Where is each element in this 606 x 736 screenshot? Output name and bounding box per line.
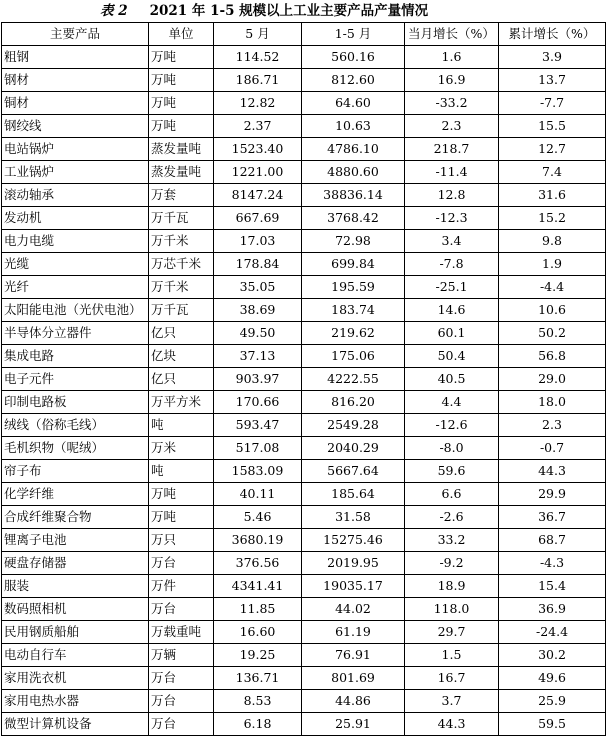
table-row <box>2 483 606 506</box>
jan-may-value: 3768.42 <box>302 207 405 230</box>
table-row <box>2 299 606 322</box>
cumulative-growth: 12.7 <box>499 138 606 161</box>
unit: 万芯千米 <box>149 253 214 276</box>
monthly-growth: 12.8 <box>405 184 499 207</box>
may-value: 517.08 <box>214 437 302 460</box>
product-name: 绒线（俗称毛线） <box>2 414 149 437</box>
monthly-growth: 1.6 <box>405 46 499 69</box>
may-value: 170.66 <box>214 391 302 414</box>
monthly-growth: 16.9 <box>405 69 499 92</box>
cumulative-growth: -4.4 <box>499 276 606 299</box>
may-value: 2.37 <box>214 115 302 138</box>
jan-may-value: 19035.17 <box>302 575 405 598</box>
may-value: 667.69 <box>214 207 302 230</box>
monthly-growth: 18.9 <box>405 575 499 598</box>
jan-may-value: 64.60 <box>302 92 405 115</box>
may-value: 40.11 <box>214 483 302 506</box>
monthly-growth: 44.3 <box>405 713 499 736</box>
cumulative-growth: 50.2 <box>499 322 606 345</box>
jan-may-value: 2549.28 <box>302 414 405 437</box>
cumulative-growth: 29.9 <box>499 483 606 506</box>
jan-may-value: 219.62 <box>302 322 405 345</box>
unit: 万吨 <box>149 506 214 529</box>
cumulative-growth: 15.4 <box>499 575 606 598</box>
jan-may-value: 801.69 <box>302 667 405 690</box>
may-value: 114.52 <box>214 46 302 69</box>
product-name: 滚动轴承 <box>2 184 149 207</box>
product-name: 太阳能电池（光伏电池） <box>2 299 149 322</box>
table-row <box>2 115 606 138</box>
product-name: 毛机织物（呢绒） <box>2 437 149 460</box>
monthly-growth: -11.4 <box>405 161 499 184</box>
may-value: 593.47 <box>214 414 302 437</box>
jan-may-value: 25.91 <box>302 713 405 736</box>
cumulative-growth: 10.6 <box>499 299 606 322</box>
cumulative-growth: 13.7 <box>499 69 606 92</box>
cumulative-growth: 7.4 <box>499 161 606 184</box>
cumulative-growth: 29.0 <box>499 368 606 391</box>
table-row <box>2 69 606 92</box>
jan-may-value: 812.60 <box>302 69 405 92</box>
cumulative-growth: 2.3 <box>499 414 606 437</box>
table-row <box>2 506 606 529</box>
table-row <box>2 529 606 552</box>
table-row <box>2 621 606 644</box>
product-name: 发动机 <box>2 207 149 230</box>
cumulative-growth: 15.2 <box>499 207 606 230</box>
unit: 亿只 <box>149 368 214 391</box>
monthly-growth: 60.1 <box>405 322 499 345</box>
unit: 万套 <box>149 184 214 207</box>
may-value: 1221.00 <box>214 161 302 184</box>
product-name: 钢绞线 <box>2 115 149 138</box>
monthly-growth: 3.7 <box>405 690 499 713</box>
may-value: 186.71 <box>214 69 302 92</box>
may-value: 376.56 <box>214 552 302 575</box>
product-name: 帘子布 <box>2 460 149 483</box>
unit: 吨 <box>149 414 214 437</box>
header-cumulative-growth: 累计增长（%） <box>499 23 606 46</box>
table-title: 2021 年 1-5 规模以上工业主要产品产量情况 <box>149 3 429 19</box>
table-row <box>2 552 606 575</box>
table-row <box>2 322 606 345</box>
table-row <box>2 460 606 483</box>
monthly-growth: -7.8 <box>405 253 499 276</box>
table-row <box>2 161 606 184</box>
unit: 亿只 <box>149 322 214 345</box>
product-name: 家用电热水器 <box>2 690 149 713</box>
monthly-growth: -12.3 <box>405 207 499 230</box>
header-unit: 单位 <box>149 23 214 46</box>
unit: 万台 <box>149 552 214 575</box>
product-name: 锂离子电池 <box>2 529 149 552</box>
cumulative-growth: 31.6 <box>499 184 606 207</box>
unit: 亿块 <box>149 345 214 368</box>
jan-may-value: 4786.10 <box>302 138 405 161</box>
unit: 万吨 <box>149 69 214 92</box>
product-name: 工业锅炉 <box>2 161 149 184</box>
cumulative-growth: -24.4 <box>499 621 606 644</box>
product-name: 粗钢 <box>2 46 149 69</box>
table-row <box>2 437 606 460</box>
may-value: 3680.19 <box>214 529 302 552</box>
jan-may-value: 72.98 <box>302 230 405 253</box>
jan-may-value: 560.16 <box>302 46 405 69</box>
may-value: 17.03 <box>214 230 302 253</box>
may-value: 16.60 <box>214 621 302 644</box>
product-name: 合成纤维聚合物 <box>2 506 149 529</box>
table-row <box>2 230 606 253</box>
header-monthly-growth: 当月增长（%） <box>405 23 499 46</box>
jan-may-value: 183.74 <box>302 299 405 322</box>
monthly-growth: -12.6 <box>405 414 499 437</box>
unit: 吨 <box>149 460 214 483</box>
may-value: 136.71 <box>214 667 302 690</box>
monthly-growth: 3.4 <box>405 230 499 253</box>
jan-may-value: 15275.46 <box>302 529 405 552</box>
jan-may-value: 175.06 <box>302 345 405 368</box>
unit: 万千米 <box>149 230 214 253</box>
monthly-growth: 33.2 <box>405 529 499 552</box>
jan-may-value: 2040.29 <box>302 437 405 460</box>
table-row <box>2 644 606 667</box>
unit: 万吨 <box>149 92 214 115</box>
monthly-growth: -33.2 <box>405 92 499 115</box>
monthly-growth: 218.7 <box>405 138 499 161</box>
table-row <box>2 598 606 621</box>
monthly-growth: -9.2 <box>405 552 499 575</box>
product-name: 光纤 <box>2 276 149 299</box>
jan-may-value: 195.59 <box>302 276 405 299</box>
unit: 万台 <box>149 690 214 713</box>
jan-may-value: 44.02 <box>302 598 405 621</box>
product-name: 集成电路 <box>2 345 149 368</box>
monthly-growth: 14.6 <box>405 299 499 322</box>
monthly-growth: 29.7 <box>405 621 499 644</box>
jan-may-value: 4880.60 <box>302 161 405 184</box>
cumulative-growth: 36.7 <box>499 506 606 529</box>
may-value: 38.69 <box>214 299 302 322</box>
may-value: 1583.09 <box>214 460 302 483</box>
jan-may-value: 38836.14 <box>302 184 405 207</box>
jan-may-value: 185.64 <box>302 483 405 506</box>
table-row <box>2 184 606 207</box>
unit: 万平方米 <box>149 391 214 414</box>
header-jan-may: 1-5 月 <box>302 23 405 46</box>
product-name: 电动自行车 <box>2 644 149 667</box>
jan-may-value: 61.19 <box>302 621 405 644</box>
table-row <box>2 276 606 299</box>
unit: 蒸发量吨 <box>149 161 214 184</box>
cumulative-growth: 3.9 <box>499 46 606 69</box>
product-name: 光缆 <box>2 253 149 276</box>
may-value: 8.53 <box>214 690 302 713</box>
jan-may-value: 699.84 <box>302 253 405 276</box>
may-value: 12.82 <box>214 92 302 115</box>
may-value: 178.84 <box>214 253 302 276</box>
monthly-growth: -2.6 <box>405 506 499 529</box>
unit: 万吨 <box>149 483 214 506</box>
unit: 万千瓦 <box>149 207 214 230</box>
jan-may-value: 31.58 <box>302 506 405 529</box>
jan-may-value: 4222.55 <box>302 368 405 391</box>
cumulative-growth: 49.6 <box>499 667 606 690</box>
jan-may-value: 2019.95 <box>302 552 405 575</box>
cumulative-growth: 9.8 <box>499 230 606 253</box>
unit: 蒸发量吨 <box>149 138 214 161</box>
monthly-growth: 50.4 <box>405 345 499 368</box>
product-name: 服装 <box>2 575 149 598</box>
table-row <box>2 391 606 414</box>
cumulative-growth: 30.2 <box>499 644 606 667</box>
may-value: 8147.24 <box>214 184 302 207</box>
table-row <box>2 368 606 391</box>
product-name: 家用洗衣机 <box>2 667 149 690</box>
monthly-growth: 40.5 <box>405 368 499 391</box>
may-value: 4341.41 <box>214 575 302 598</box>
cumulative-growth: -4.3 <box>499 552 606 575</box>
monthly-growth: 16.7 <box>405 667 499 690</box>
table-row <box>2 138 606 161</box>
monthly-growth: 1.5 <box>405 644 499 667</box>
unit: 万只 <box>149 529 214 552</box>
jan-may-value: 816.20 <box>302 391 405 414</box>
monthly-growth: 118.0 <box>405 598 499 621</box>
may-value: 5.46 <box>214 506 302 529</box>
jan-may-value: 5667.64 <box>302 460 405 483</box>
table-row <box>2 575 606 598</box>
may-value: 11.85 <box>214 598 302 621</box>
monthly-growth: 4.4 <box>405 391 499 414</box>
cumulative-growth: -7.7 <box>499 92 606 115</box>
table-caption <box>0 0 606 22</box>
unit: 万米 <box>149 437 214 460</box>
unit: 万台 <box>149 598 214 621</box>
table-row <box>2 253 606 276</box>
product-name: 硬盘存储器 <box>2 552 149 575</box>
unit: 万台 <box>149 667 214 690</box>
cumulative-growth: 15.5 <box>499 115 606 138</box>
unit: 万千瓦 <box>149 299 214 322</box>
may-value: 37.13 <box>214 345 302 368</box>
may-value: 903.97 <box>214 368 302 391</box>
monthly-growth: 6.6 <box>405 483 499 506</box>
product-name: 电站锅炉 <box>2 138 149 161</box>
unit: 万载重吨 <box>149 621 214 644</box>
product-name: 化学纤维 <box>2 483 149 506</box>
jan-may-value: 76.91 <box>302 644 405 667</box>
monthly-growth: -25.1 <box>405 276 499 299</box>
monthly-growth: 59.6 <box>405 460 499 483</box>
header-product: 主要产品 <box>2 23 149 46</box>
may-value: 6.18 <box>214 713 302 736</box>
unit: 万辆 <box>149 644 214 667</box>
product-name: 微型计算机设备 <box>2 713 149 736</box>
unit: 万件 <box>149 575 214 598</box>
table-row <box>2 92 606 115</box>
table-row <box>2 46 606 69</box>
cumulative-growth: -0.7 <box>499 437 606 460</box>
may-value: 1523.40 <box>214 138 302 161</box>
may-value: 35.05 <box>214 276 302 299</box>
unit: 万台 <box>149 713 214 736</box>
jan-may-value: 10.63 <box>302 115 405 138</box>
may-value: 49.50 <box>214 322 302 345</box>
table-number: 表 2 <box>100 3 128 19</box>
header-row <box>2 23 606 46</box>
unit: 万千米 <box>149 276 214 299</box>
unit: 万吨 <box>149 115 214 138</box>
product-name: 民用钢质船舶 <box>2 621 149 644</box>
cumulative-growth: 44.3 <box>499 460 606 483</box>
table-row <box>2 207 606 230</box>
table-row <box>2 345 606 368</box>
cumulative-growth: 36.9 <box>499 598 606 621</box>
cumulative-growth: 59.5 <box>499 713 606 736</box>
cumulative-growth: 25.9 <box>499 690 606 713</box>
table-row <box>2 713 606 736</box>
product-name: 电子元件 <box>2 368 149 391</box>
monthly-growth: -8.0 <box>405 437 499 460</box>
unit: 万吨 <box>149 46 214 69</box>
production-table <box>1 22 606 736</box>
product-name: 印制电路板 <box>2 391 149 414</box>
product-name: 钢材 <box>2 69 149 92</box>
may-value: 19.25 <box>214 644 302 667</box>
product-name: 数码照相机 <box>2 598 149 621</box>
product-name: 电力电缆 <box>2 230 149 253</box>
cumulative-growth: 68.7 <box>499 529 606 552</box>
table-row <box>2 414 606 437</box>
product-name: 半导体分立器件 <box>2 322 149 345</box>
cumulative-growth: 56.8 <box>499 345 606 368</box>
cumulative-growth: 1.9 <box>499 253 606 276</box>
header-may: 5 月 <box>214 23 302 46</box>
jan-may-value: 44.86 <box>302 690 405 713</box>
table-body <box>2 46 606 736</box>
product-name: 铜材 <box>2 92 149 115</box>
table-row <box>2 667 606 690</box>
monthly-growth: 2.3 <box>405 115 499 138</box>
cumulative-growth: 18.0 <box>499 391 606 414</box>
